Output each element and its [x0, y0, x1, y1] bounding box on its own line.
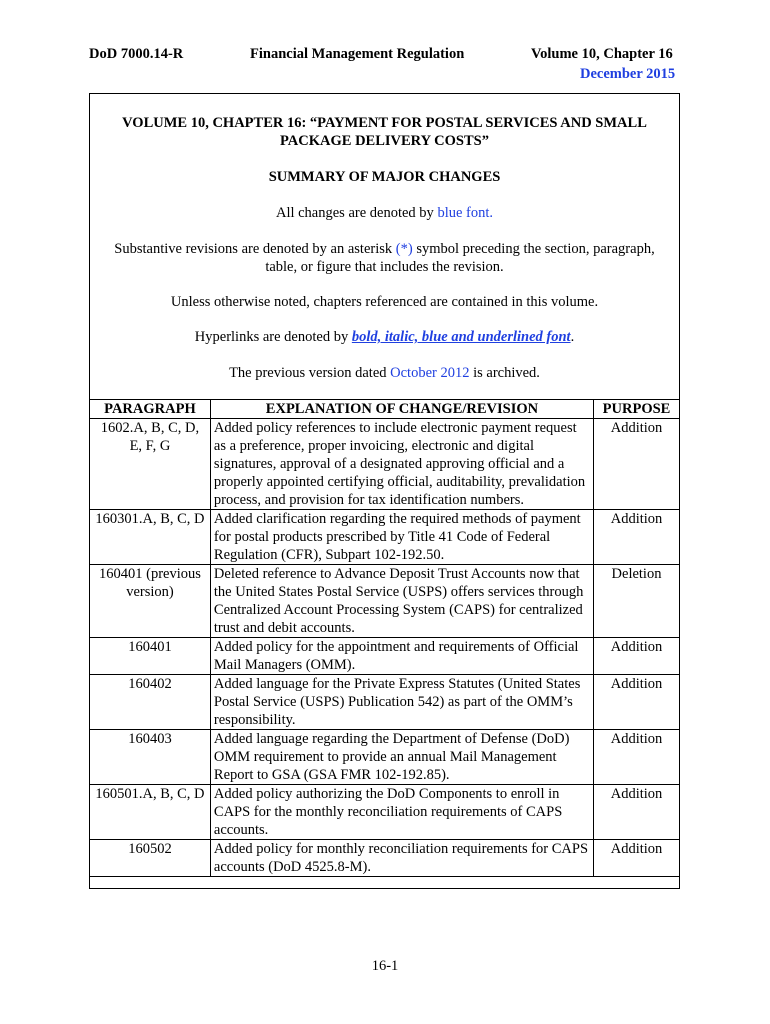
- table-row: [90, 730, 680, 785]
- row-paragraph: 160301.A, B, C, D: [90, 510, 211, 565]
- row-paragraph: 160502: [90, 840, 211, 877]
- substantive-note-line2: table, or figure that includes the revision.: [265, 259, 504, 275]
- summary-heading: SUMMARY OF MAJOR CHANGES: [268, 169, 501, 185]
- table-row: [90, 419, 680, 510]
- row-explanation: Added policy for the appointment and requirements of Official Mail Managers (OMM).: [210, 638, 593, 675]
- changes-note: All changes are denoted by blue font.: [275, 205, 494, 221]
- row-paragraph: 160401 (previous version): [90, 565, 211, 638]
- table-row: [90, 638, 680, 675]
- table-row: [90, 565, 680, 638]
- row-explanation: Added language for the Private Express Statutes (United States Postal Service (USPS) Publication 542) as part of the OMM’s responsibility.: [210, 675, 593, 730]
- row-purpose: Addition: [594, 419, 680, 510]
- chapter-title-line1: VOLUME 10, CHAPTER 16: “PAYMENT FOR POSTAL SERVICES AND SMALL: [122, 115, 647, 131]
- row-explanation: Added policy authorizing the DoD Components to enroll in CAPS for the monthly reconciliation requirements of CAPS accounts.: [210, 785, 593, 840]
- row-purpose: Deletion: [594, 565, 680, 638]
- row-explanation: Added language regarding the Department of Defense (DoD) OMM requirement to provide an annual Mail Management Report to GSA (GSA FMR 102-192.85).: [210, 730, 593, 785]
- row-purpose: Addition: [594, 785, 680, 840]
- row-purpose: Addition: [594, 730, 680, 785]
- row-paragraph: 160403: [90, 730, 211, 785]
- chapters-note: Unless otherwise noted, chapters referenced are contained in this volume.: [170, 294, 599, 310]
- header-title: Financial Management Regulation: [250, 46, 465, 62]
- col-header-explanation: EXPLANATION OF CHANGE/REVISION: [210, 400, 593, 419]
- table-row: [90, 510, 680, 565]
- substantive-note-line1: Substantive revisions are denoted by an asterisk (*) symbol preceding the section, paragraph,: [114, 241, 655, 257]
- summary-box: [89, 93, 680, 889]
- hyperlink-note: Hyperlinks are denoted by bold, italic, blue and underlined font.: [194, 329, 575, 345]
- row-paragraph: 160402: [90, 675, 211, 730]
- row-paragraph: 1602.A, B, C, D, E, F, G: [90, 419, 211, 510]
- row-explanation: Deleted reference to Advance Deposit Trust Accounts now that the United States Postal Service (USPS) offers services through Centralized Account Processing System (CAPS) for centralized trust and debit accounts.: [210, 565, 593, 638]
- header-volume: Volume 10, Chapter 16: [531, 46, 673, 62]
- row-purpose: Addition: [594, 840, 680, 877]
- col-header-paragraph: PARAGRAPH: [90, 400, 211, 419]
- header-doc-id: DoD 7000.14-R: [89, 46, 184, 62]
- col-header-purpose: PURPOSE: [594, 400, 680, 419]
- hyperlink-sample[interactable]: bold, italic, blue and underlined font: [351, 329, 571, 345]
- row-purpose: Addition: [594, 638, 680, 675]
- row-explanation: Added policy references to include electronic payment request as a preference, proper invoicing, electronic and digital signatures, approval of a designated approving official and a properly appointed certifying official, auditability, prevalidation process, and provision for tax identification numbers.: [210, 419, 593, 510]
- row-explanation: Added clarification regarding the required methods of payment for postal products prescribed by Title 41 Code of Federal Regulation (CFR), Subpart 102-192.50.: [210, 510, 593, 565]
- table-header-row: [90, 400, 680, 419]
- table-row: [90, 785, 680, 840]
- row-paragraph: 160501.A, B, C, D: [90, 785, 211, 840]
- row-purpose: Addition: [594, 510, 680, 565]
- changes-table: [89, 399, 680, 877]
- page-number: 16-1: [371, 958, 399, 974]
- row-purpose: Addition: [594, 675, 680, 730]
- table-row: [90, 840, 680, 877]
- row-paragraph: 160401: [90, 638, 211, 675]
- row-explanation: Added policy for monthly reconciliation requirements for CAPS accounts (DoD 4525.8-M).: [210, 840, 593, 877]
- chapter-title-line2: PACKAGE DELIVERY COSTS”: [280, 133, 489, 149]
- table-row: [90, 675, 680, 730]
- previous-version-note: The previous version dated October 2012 is archived.: [229, 365, 540, 381]
- header-date: December 2015: [580, 66, 676, 82]
- summary-section: [90, 94, 679, 399]
